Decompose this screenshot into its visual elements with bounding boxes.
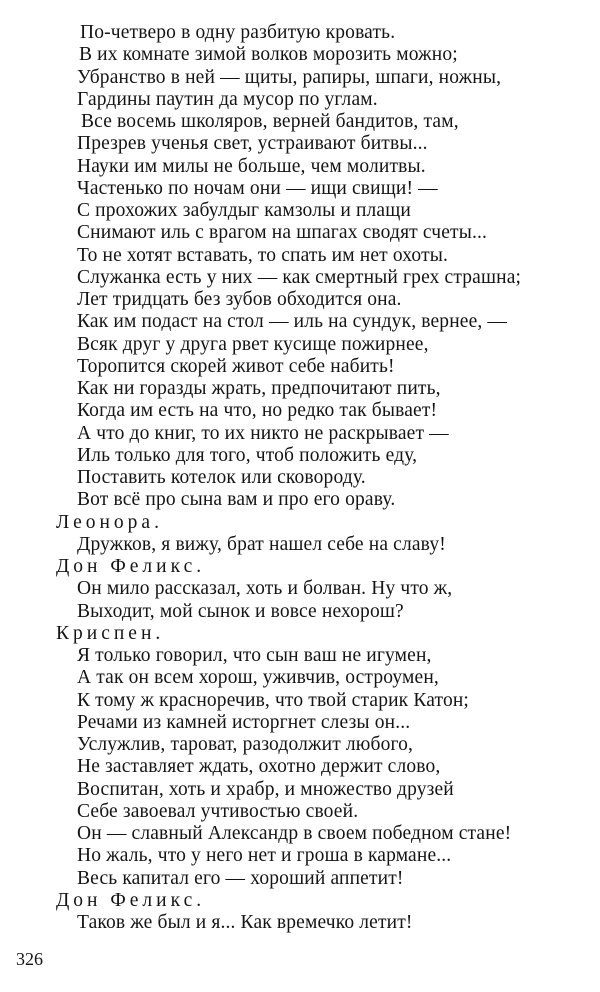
verse-line: Как им подаст на стол — иль на сундук, вернее, — xyxy=(77,311,508,333)
speaker-name: Дон Феликс. xyxy=(56,889,206,911)
verse-line: Себе завоевал учтивостью своей. xyxy=(77,800,359,822)
verse-line: Воспитан, хоть и храбр, и множество друзей xyxy=(77,778,454,800)
verse-line: Выходит, мой сынок и вовсе нехорош? xyxy=(77,600,404,622)
verse-line: Весь капитал его — хороший аппетит! xyxy=(77,867,404,889)
verse-line: Как ни горазды жрать, предпочитают пить, xyxy=(77,378,441,399)
speaker-name: Криспен. xyxy=(56,622,165,644)
verse-line: Не заставляет ждать, охотно держит слово, xyxy=(77,756,441,778)
verse-line: Дружков, я вижу, брат нашел себе на славу! xyxy=(77,533,446,555)
verse-line: Иль только для того, чтоб положить еду, xyxy=(77,444,418,466)
verse-line: Убранство в ней — щиты, рапиры, шпаги, ножны, xyxy=(77,66,502,88)
verse-line: Торопится скорей живот себе набить! xyxy=(77,355,395,377)
verse-line: Науки им милы не больше, чем молитвы. xyxy=(77,155,426,177)
verse-line: Все восемь школяров, верней бандитов, там, xyxy=(81,111,459,132)
verse-line: Всяк друг у друга рвет кусище пожирнее, xyxy=(77,333,429,355)
verse-line: Когда им есть на что, но редко так бывает! xyxy=(77,400,438,422)
speaker-name: Леонора. xyxy=(56,511,163,533)
verse-line: Презрев ученья свет, устраивают битвы... xyxy=(77,133,428,155)
verse-line: Он мило рассказал, хоть и болван. Ну что ж, xyxy=(77,578,453,600)
page-number: 326 xyxy=(16,949,43,969)
verse-line: Услужлив, тароват, разодолжит любого, xyxy=(77,734,414,755)
verse-line: Лет тридцать без зубов обходится она. xyxy=(77,289,402,310)
verse-line: Он — славный Александр в своем победном стане! xyxy=(77,823,512,844)
verse-line: Служанка есть у них — как смертный грех страшна; xyxy=(77,266,522,288)
verse-line: Таков же был и я... Как времечко летит! xyxy=(77,912,413,933)
verse-line: Частенько по ночам они — ищи свищи! — xyxy=(77,177,438,199)
verse-line: То не хотят вставать, то спать им нет охоты. xyxy=(77,244,449,266)
verse-line: Вот всё про сына вам и про его ораву. xyxy=(77,489,396,511)
verse-line: А так он всем хорош, уживчив, остроумен, xyxy=(77,667,439,689)
verse-line: Речами из камней исторгнет слезы он... xyxy=(77,711,411,733)
verse-line: Но жаль, что у него нет и гроша в кармане... xyxy=(77,845,452,867)
verse-line: В их комнате зимой волков морозить можно; xyxy=(79,44,458,66)
verse-line: Я только говорил, что сын ваш не игумен, xyxy=(77,645,432,666)
verse-line: Поставить котелок или сковороду. xyxy=(77,467,366,488)
verse-line: А что до книг, то их никто не раскрывает — xyxy=(77,422,449,444)
verse-line: Снимают иль с врагом на шпагах сводят счеты... xyxy=(77,222,488,244)
verse-line: По-четверо в одну разбитую кровать. xyxy=(80,22,396,43)
speaker-name: Дон Феликс. xyxy=(56,556,206,577)
verse-line: С прохожих забулдыг камзолы и плащи xyxy=(77,200,411,221)
verse-line: К тому ж красноречив, что твой старик Катон; xyxy=(77,689,470,711)
verse-line: Гардины паутин да мусор по углам. xyxy=(77,88,378,110)
